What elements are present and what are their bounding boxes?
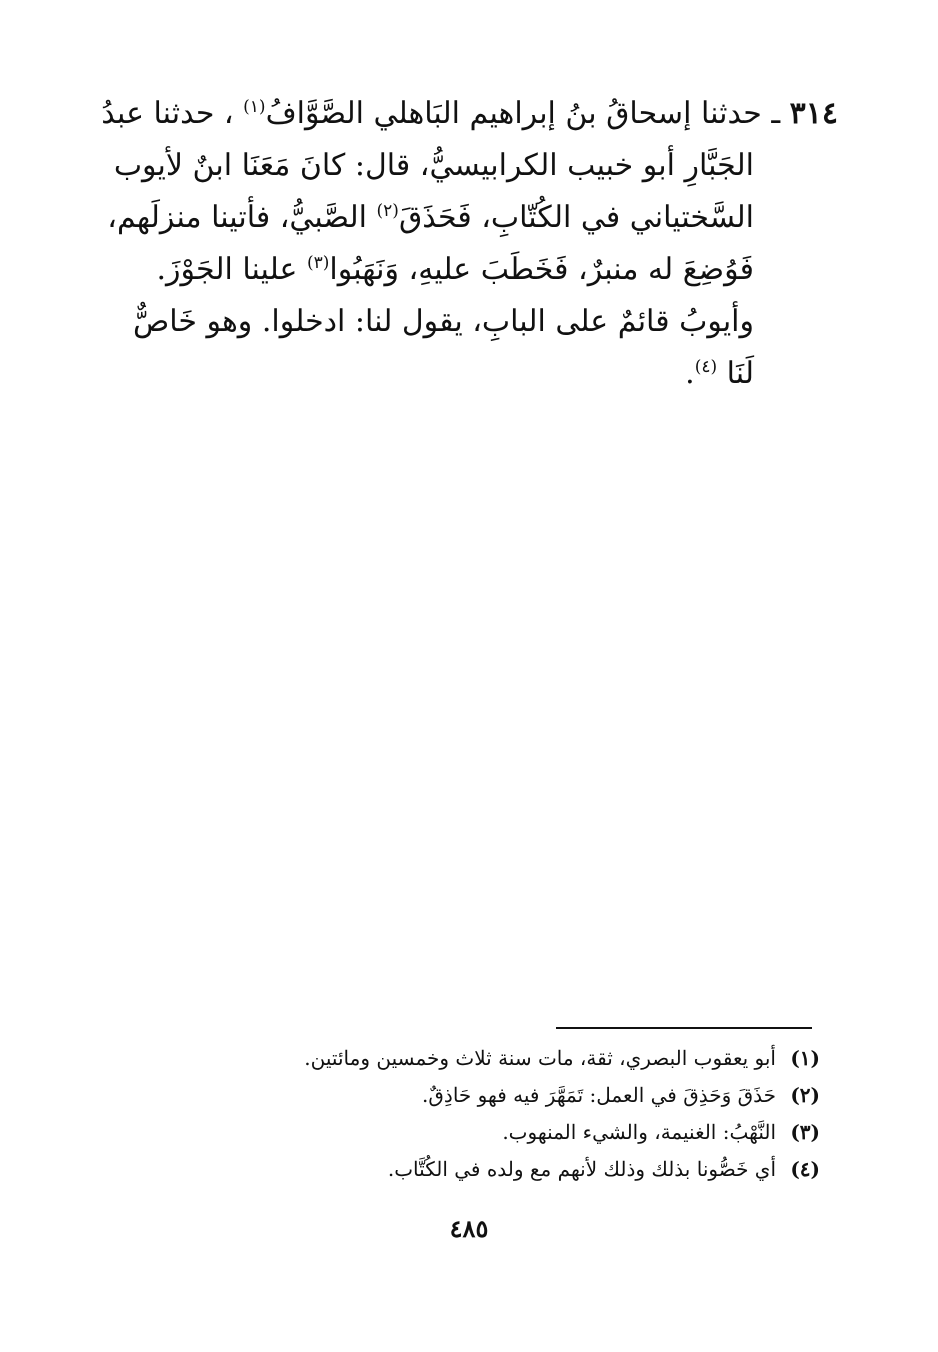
footnote-item bbox=[260, 1077, 820, 1114]
footnote-text: النَّهْبُ: الغنيمة، والشيء المنهوب. bbox=[502, 1120, 776, 1144]
footnote-divider bbox=[556, 1027, 812, 1029]
footnote-reference: (٢) bbox=[376, 201, 399, 221]
footnote-reference: (١) bbox=[243, 97, 266, 117]
narration-segment: الجَبَّارِ أبو خبيب الكرابيسيُّ، قال: كانَ مَعَنَا ابنٌ لأيوب bbox=[113, 148, 754, 183]
narration-text bbox=[101, 88, 838, 400]
footnote-text: أبو يعقوب البصري، ثقة، مات سنة ثلاث وخمسين ومائتين. bbox=[304, 1046, 776, 1070]
narration-segment: لَنَا bbox=[726, 356, 754, 391]
footnote-reference: (٣) bbox=[307, 253, 330, 273]
footnote-item bbox=[260, 1151, 820, 1188]
narration-segment: السَّختياني في الكُتّابِ، فَحَذَقَ bbox=[398, 200, 754, 235]
narration-segment: علينا الجَوْزَ. bbox=[156, 252, 298, 287]
narration-segment: الصَّبيُّ، فأتينا منزلَهم، bbox=[107, 200, 367, 235]
narration-line bbox=[138, 348, 838, 400]
footnote-number: (١) bbox=[790, 1046, 820, 1070]
narration-line bbox=[113, 140, 838, 192]
narration-line bbox=[107, 192, 838, 244]
narration-segment: فَوُضِعَ له منبرٌ، فَخَطَبَ عليهِ، وَنَهَبُوا bbox=[329, 252, 754, 287]
footnote-text: حَذَقَ وَحَذِقَ في العمل: تَمَهَّرَ فيه فهو حَاذِقٌ. bbox=[422, 1083, 776, 1107]
narration-segment: وأيوبُ قائمٌ على البابِ، يقول لنا: ادخلوا. وهو خَاصٌّ bbox=[133, 304, 754, 339]
footnote-number: (٢) bbox=[790, 1083, 820, 1107]
footnote-text: أي خَصُّونا بذلك وذلك لأنهم مع ولده في الكُتَّاب. bbox=[387, 1157, 776, 1181]
narration-line bbox=[133, 296, 838, 348]
footnote-number: (٣) bbox=[790, 1120, 820, 1144]
narration-line bbox=[101, 88, 838, 140]
footnote-number: (٤) bbox=[790, 1157, 820, 1181]
narration-segment: ـ حدثنا إسحاقُ بنُ إبراهيم البَاهلي الصَّوَّافُ bbox=[265, 96, 781, 131]
footnote-item bbox=[260, 1114, 820, 1151]
narration-segment: . bbox=[685, 356, 695, 391]
footnote-reference: (٤) bbox=[694, 357, 718, 377]
footnotes bbox=[260, 1040, 820, 1188]
narration-segment: ، حدثنا عبدُ bbox=[101, 96, 234, 131]
footnote-item bbox=[260, 1040, 820, 1077]
narration-line bbox=[138, 244, 838, 296]
page-number: ٤٨٥ bbox=[449, 1214, 489, 1243]
narration-number: ٣١٤ bbox=[789, 96, 838, 131]
